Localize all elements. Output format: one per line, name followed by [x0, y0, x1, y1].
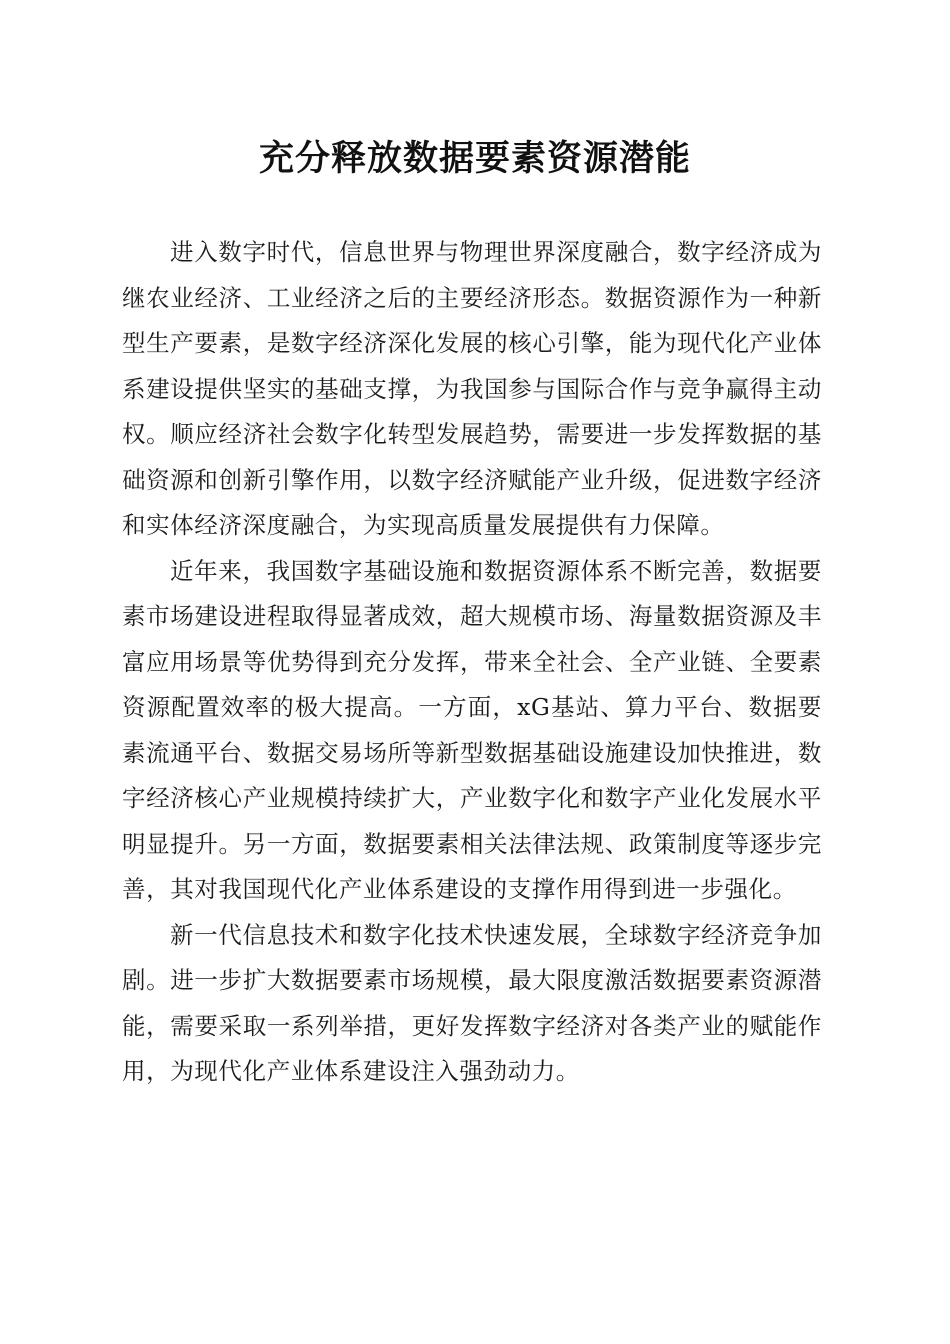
paragraph-2: 近年来，我国数字基础设施和数据资源体系不断完善，数据要素市场建设进程取得显著成效，超大规模市场、海量数据资源及丰富应用场景等优势得到充分发挥，带来全社会、全产业链、全要素资源配置效率的极大提高。一方面，xG基站、算力平台、数据要素流通平台、数据交易场所等新型数据基础设施建设加快推进，数字经济核心产业规模持续扩大，产业数字化和数字产业化发展水平明显提升。另一方面，数据要素相关法律法规、政策制度等逐步完善，其对我国现代化产业体系建设的支撑作用得到进一步强化。	[122, 556, 822, 903]
paragraph-1: 进入数字时代，信息世界与物理世界深度融合，数字经济成为继农业经济、工业经济之后的主要经济形态。数据资源作为一种新型生产要素，是数字经济深化发展的核心引擎，能为现代化产业体系建设提供坚实的基础支撑，为我国参与国际合作与竞争赢得主动权。顺应经济社会数字化转型发展趋势，需要进一步发挥数据的基础资源和创新引擎作用，以数字经济赋能产业升级，促进数字经济和实体经济深度融合，为实现高质量发展提供有力保障。	[122, 238, 822, 539]
document-body	[122, 230, 822, 1095]
paragraph-3: 新一代信息技术和数字化技术快速发展，全球数字经济竞争加剧。进一步扩大数据要素市场规模，最大限度激活数据要素资源潜能，需要采取一系列举措，更好发挥数字经济对各类产业的赋能作用，为现代化产业体系建设注入强劲动力。	[122, 920, 822, 1085]
document-title: 充分释放数据要素资源潜能	[258, 139, 691, 179]
